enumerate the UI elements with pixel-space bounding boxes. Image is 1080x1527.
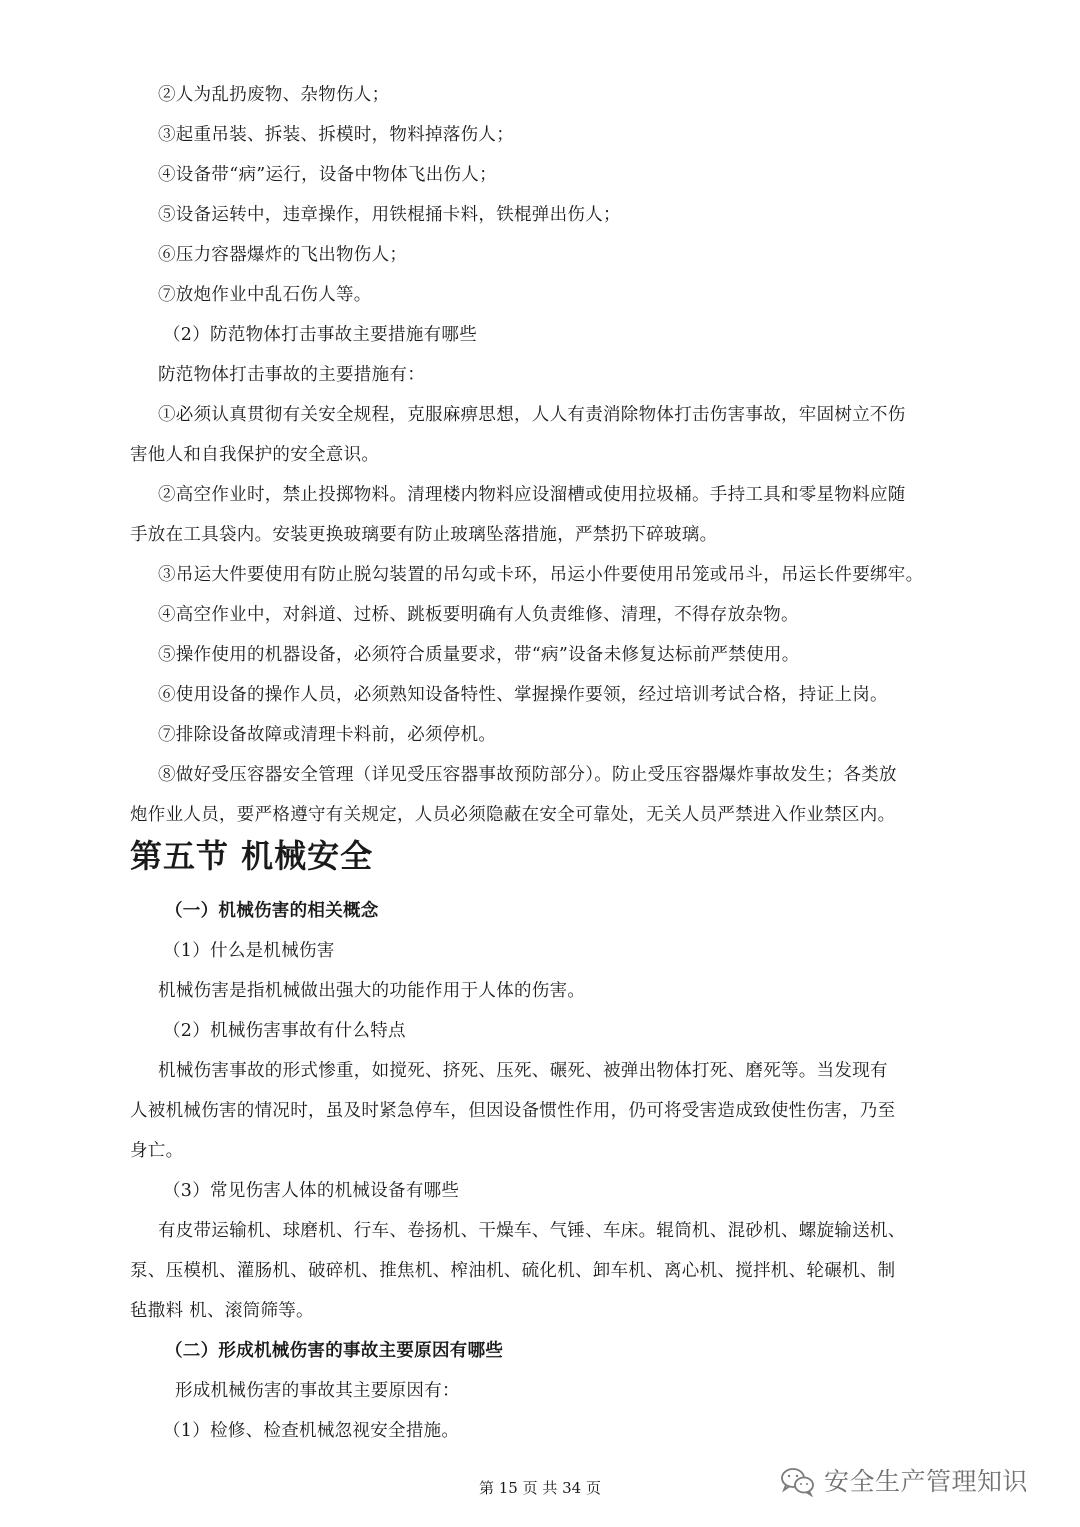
list-item: ②高空作业时，禁止投掷物料。清理楼内物料应设溜槽或使用拉圾桶。手持工具和零星物料应随 [158, 485, 906, 505]
list-item: ②人为乱扔废物、杂物伤人； [158, 85, 390, 105]
list-item-continuation: 炮作业人员，要严格遵守有关规定，人员必须隐蔽在安全可靠处，无关人员严禁进入作业禁区内。 [130, 805, 896, 825]
page-number: 第 15 页 共 34 页 [478, 1479, 601, 1497]
list-item-continuation: 手放在工具袋内。安装更换玻璃要有防止玻璃坠落措施，严禁扔下碎玻璃。 [130, 525, 718, 545]
list-item: ⑧做好受压容器安全管理（详见受压容器事故预防部分）。防止受压容器爆炸事故发生；各类放 [158, 765, 897, 785]
paragraph-continuation: 泵、压模机、灌肠机、破碎机、推焦机、榨油机、硫化机、卸车机、离心机、搅拌机、轮碾机、制 [130, 1261, 896, 1281]
list-item: ④设备带“病”运行，设备中物体飞出伤人； [158, 165, 497, 185]
paragraph: 机械伤害事故的形式惨重，如搅死、挤死、压死、碾死、被弹出物体打死、磨死等。当发现有 [158, 1061, 888, 1081]
paragraph-continuation: 人被机械伤害的情况时，虽及时紧急停车，但因设备惯性作用，仍可将受害造成致使性伤害，乃至 [130, 1101, 896, 1121]
watermark-text: 安全生产管理知识 [824, 1467, 1029, 1496]
paragraph: 机械伤害是指机械做出强大的功能作用于人体的伤害。 [158, 981, 586, 1001]
list-item: ⑦排除设备故障或清理卡料前，必须停机。 [158, 725, 497, 745]
list-item: ⑦放炮作业中乱石伤人等。 [158, 285, 372, 305]
list-item: ⑥使用设备的操作人员，必须熟知设备特性、掌握操作要领，经过培训考试合格，持证上岗。 [158, 685, 888, 705]
wechat-icon [780, 1466, 816, 1498]
question-heading: （2）机械伤害事故有什么特点 [163, 1021, 406, 1041]
list-item: ③起重吊装、拆装、拆模时，物料掉落伤人； [158, 125, 514, 145]
paragraph: 形成机械伤害的事故其主要原因有： [175, 1381, 460, 1401]
question-heading: （1）什么是机械伤害 [163, 941, 335, 961]
subsection-heading: （二）形成机械伤害的事故主要原因有哪些 [165, 1341, 504, 1361]
list-item-continuation: 害他人和自我保护的安全意识。 [130, 445, 380, 465]
list-item: ⑥压力容器爆炸的飞出物伤人； [158, 245, 408, 265]
list-item: （1）检修、检查机械忽视安全措施。 [163, 1421, 460, 1441]
paragraph: 有皮带运输机、球磨机、行车、卷扬机、干燥车、气锤、车床。辊筒机、混砂机、螺旋输送机、 [158, 1221, 906, 1241]
list-item: ③吊运大件要使用有防止脱勾装置的吊勾或卡环，吊运小件要使用吊笼或吊斗，吊运长件要绑牢。 [158, 565, 924, 585]
list-item: ①必须认真贯彻有关安全规程，克服麻痹思想，人人有责消除物体打击伤害事故，牢固树立不伤 [158, 405, 906, 425]
watermark [780, 1460, 1028, 1504]
question-heading: （2）防范物体打击事故主要措施有哪些 [163, 325, 478, 345]
subsection-heading: （一）机械伤害的相关概念 [165, 901, 379, 921]
question-heading: （3）常见伤害人体的机械设备有哪些 [163, 1181, 460, 1201]
paragraph-continuation: 身亡。 [130, 1141, 184, 1161]
list-item: ④高空作业中，对斜道、过桥、跳板要明确有人负责维修、清理，不得存放杂物。 [158, 605, 799, 625]
list-item: ⑤设备运转中，违章操作，用铁棍捅卡料，铁棍弹出伤人； [158, 205, 621, 225]
section-title: 第五节 机械安全 [130, 837, 374, 875]
paragraph: 防范物体打击事故的主要措施有： [158, 365, 425, 385]
paragraph-continuation: 毡撒料 机、滚筒筛等。 [130, 1301, 314, 1321]
list-item: ⑤操作使用的机器设备，必须符合质量要求，带“病”设备未修复达标前严禁使用。 [158, 645, 800, 665]
